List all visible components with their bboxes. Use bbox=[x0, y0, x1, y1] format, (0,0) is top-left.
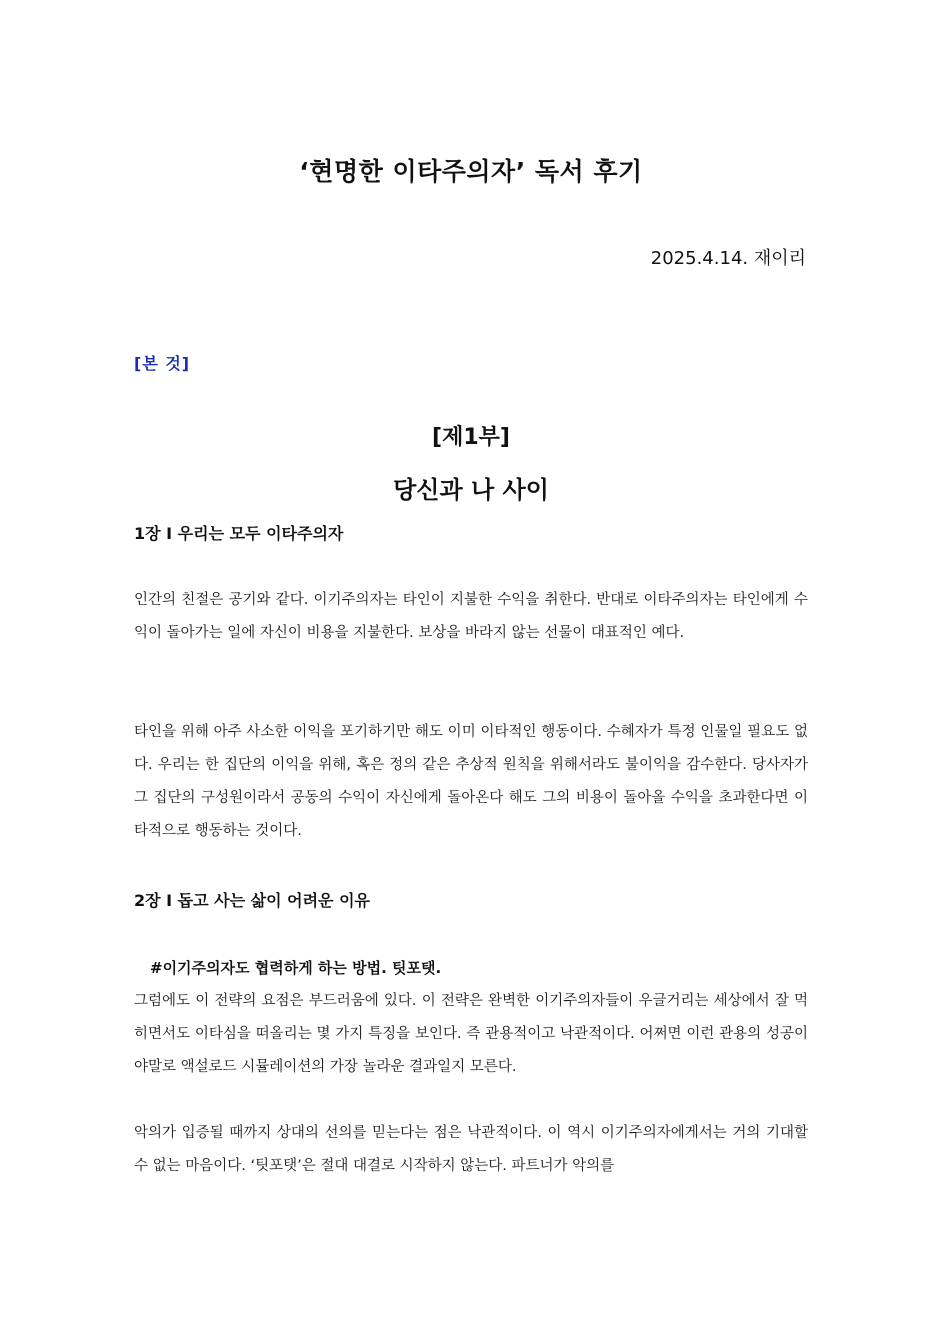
chapter-2-subheading: #이기주의자도 협력하게 하는 방법. 팃포탯. bbox=[150, 959, 442, 977]
part-title: 당신과 나 사이 bbox=[393, 476, 549, 504]
chapter-1-paragraph-2: 타인을 위해 아주 사소한 이익을 포기하기만 해도 이미 이타적인 행동이다. 수혜자가 특정 인물일 필요도 없다. 우리는 한 집단의 이익을 위해, 혹은 정의 같은 추상적 원칙을 위해서라도 불이익을 감수한다. 당사자가 그 집단의 구성원이라서 공동의 수익이 자신에게 돌아온다 해도 그의 비용이 돌아올 수익을 초과한다면 이타적으로 행동하는 것이다. bbox=[134, 724, 808, 839]
chapter-2-heading: 2장 I 돕고 사는 삶이 어려운 이유 bbox=[134, 891, 370, 910]
chapter-2-paragraph-1: 그럼에도 이 전략의 요점은 부드러움에 있다. 이 전략은 완벽한 이기주의자들이 우글거리는 세상에서 잘 먹히면서도 이타심을 떠올리는 몇 가지 특징을 보인다. 즉 관용적이고 낙관적이다. 어쩌면 이런 관용의 성공이야말로 액설로드 시뮬레이션의 가장 놀라운 결과일지 모른다. bbox=[134, 993, 808, 1075]
date-author: 2025.4.14. 재이리 bbox=[650, 248, 806, 269]
section-tag: [본 것] bbox=[134, 354, 191, 373]
chapter-2-paragraph-2: 악의가 입증될 때까지 상대의 선의를 믿는다는 점은 낙관적이다. 이 역시 이기주의자에게서는 거의 기대할 수 없는 마음이다. ‘팃포탯’은 절대 대결로 시작하지 않는다. 파트너가 악의를 bbox=[134, 1125, 808, 1174]
part-label: [제1부] bbox=[432, 425, 510, 450]
document-title: ‘현명한 이타주의자’ 독서 후기 bbox=[299, 157, 643, 186]
chapter-1-heading: 1장 I 우리는 모두 이타주의자 bbox=[134, 524, 344, 543]
chapter-1-paragraph-1: 인간의 친절은 공기와 같다. 이기주의자는 타인이 지불한 수익을 취한다. 반대로 이타주의자는 타인에게 수익이 돌아가는 일에 자신이 비용을 지불한다. 보상을 바라지 않는 선물이 대표적인 예다. bbox=[134, 592, 808, 641]
